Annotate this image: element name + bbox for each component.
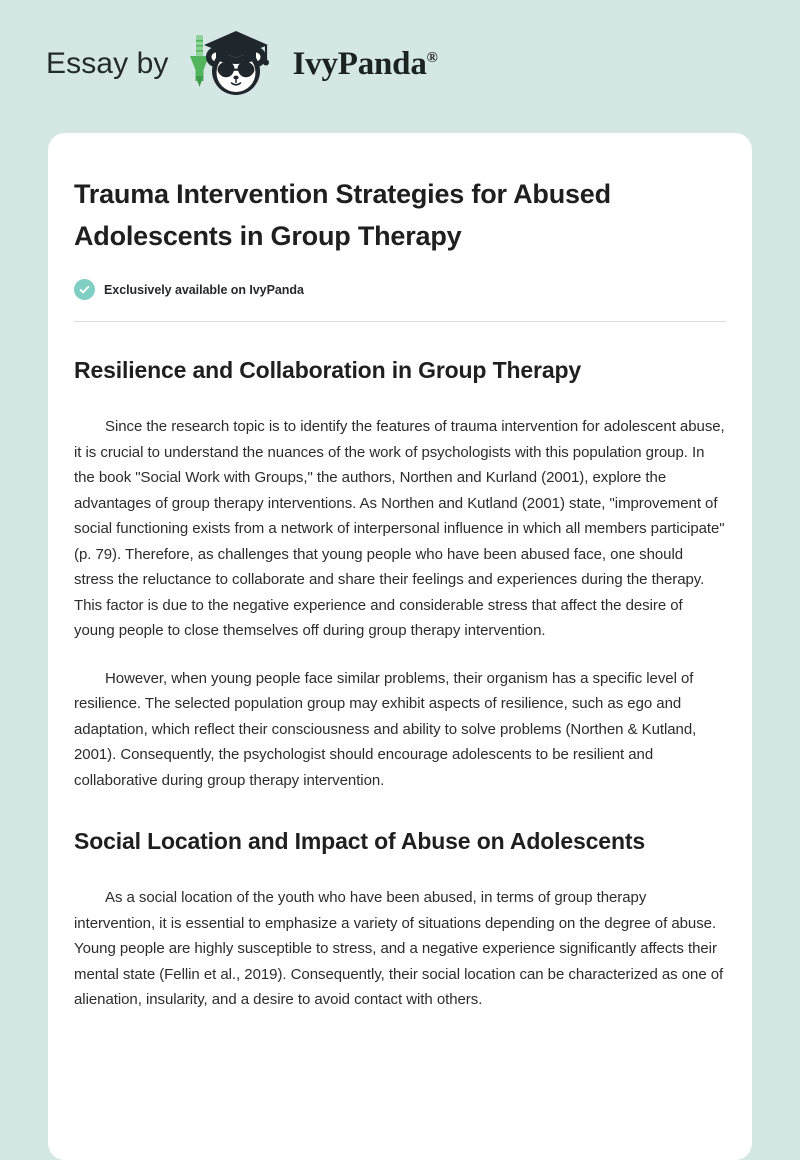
check-circle-icon [74, 279, 95, 300]
paragraph: As a social location of the youth who have been abused, in terms of group therapy intervention, it is essential to emphasize a variety of situations depending on the degree of abuse. Young people are highly susceptible to stress, and a negative experience significantly affects their mental state (Fellin et al., 2019). Consequently, their social location can be characterized as one of alienation, insularity, and a desire to avoid contact with others. [74, 889, 724, 1008]
page-title: Trauma Intervention Strategies for Abused Adolescents in Group Therapy [74, 179, 611, 251]
section-heading-resilience: Resilience and Collaboration in Group Therapy [74, 357, 581, 383]
ivypanda-logo[interactable] [182, 29, 438, 99]
essay-content [74, 173, 726, 1013]
ivypanda-panda-logo-icon [182, 29, 286, 99]
brand-lockup[interactable] [46, 29, 438, 99]
paragraph: Since the research topic is to identify the features of trauma intervention for adolescent abuse, it is crucial to understand the nuances of the work of psychologists with this population group. In the book "Social Work with Groups," the authors, Northen and Kurland (2001), explore the advantages of group therapy interventions. As Northen and Kutland (2001) state, "improvement of social functioning exists from a network of interpersonal influence in which all members participate" (p. 79). Therefore, as challenges that young people who have been abused face, one should stress the reluctance to collaborate and share their feelings and experiences during the therapy. This factor is due to the negative experience and considerable stress that affect the desire of young people to close themselves off during group therapy intervention. [74, 418, 725, 639]
essay-by-label: Essay by [46, 46, 169, 80]
header-divider [74, 321, 726, 322]
status-badge-label: Exclusively available on IvyPanda [104, 282, 304, 297]
status-badge [74, 279, 726, 300]
ivypanda-wordmark [293, 48, 438, 81]
essay-card [48, 133, 752, 1160]
paragraph: However, when young people face similar problems, their organism has a specific level of resilience. The selected population group may exhibit aspects of resilience, such as ego and adaptation, which reflect their consciousness and ability to solve problems (Northen & Kutland, 2001). Consequently, the psychologist should encourage adolescents to be resilient and collaborative during group therapy intervention. [74, 669, 697, 789]
registered-trademark-symbol: ® [426, 50, 438, 66]
brand-name-text: IvyPanda [292, 46, 427, 82]
section-heading-social-location: Social Location and Impact of Abuse on Adolescents [74, 828, 645, 854]
site-header [0, 0, 800, 133]
